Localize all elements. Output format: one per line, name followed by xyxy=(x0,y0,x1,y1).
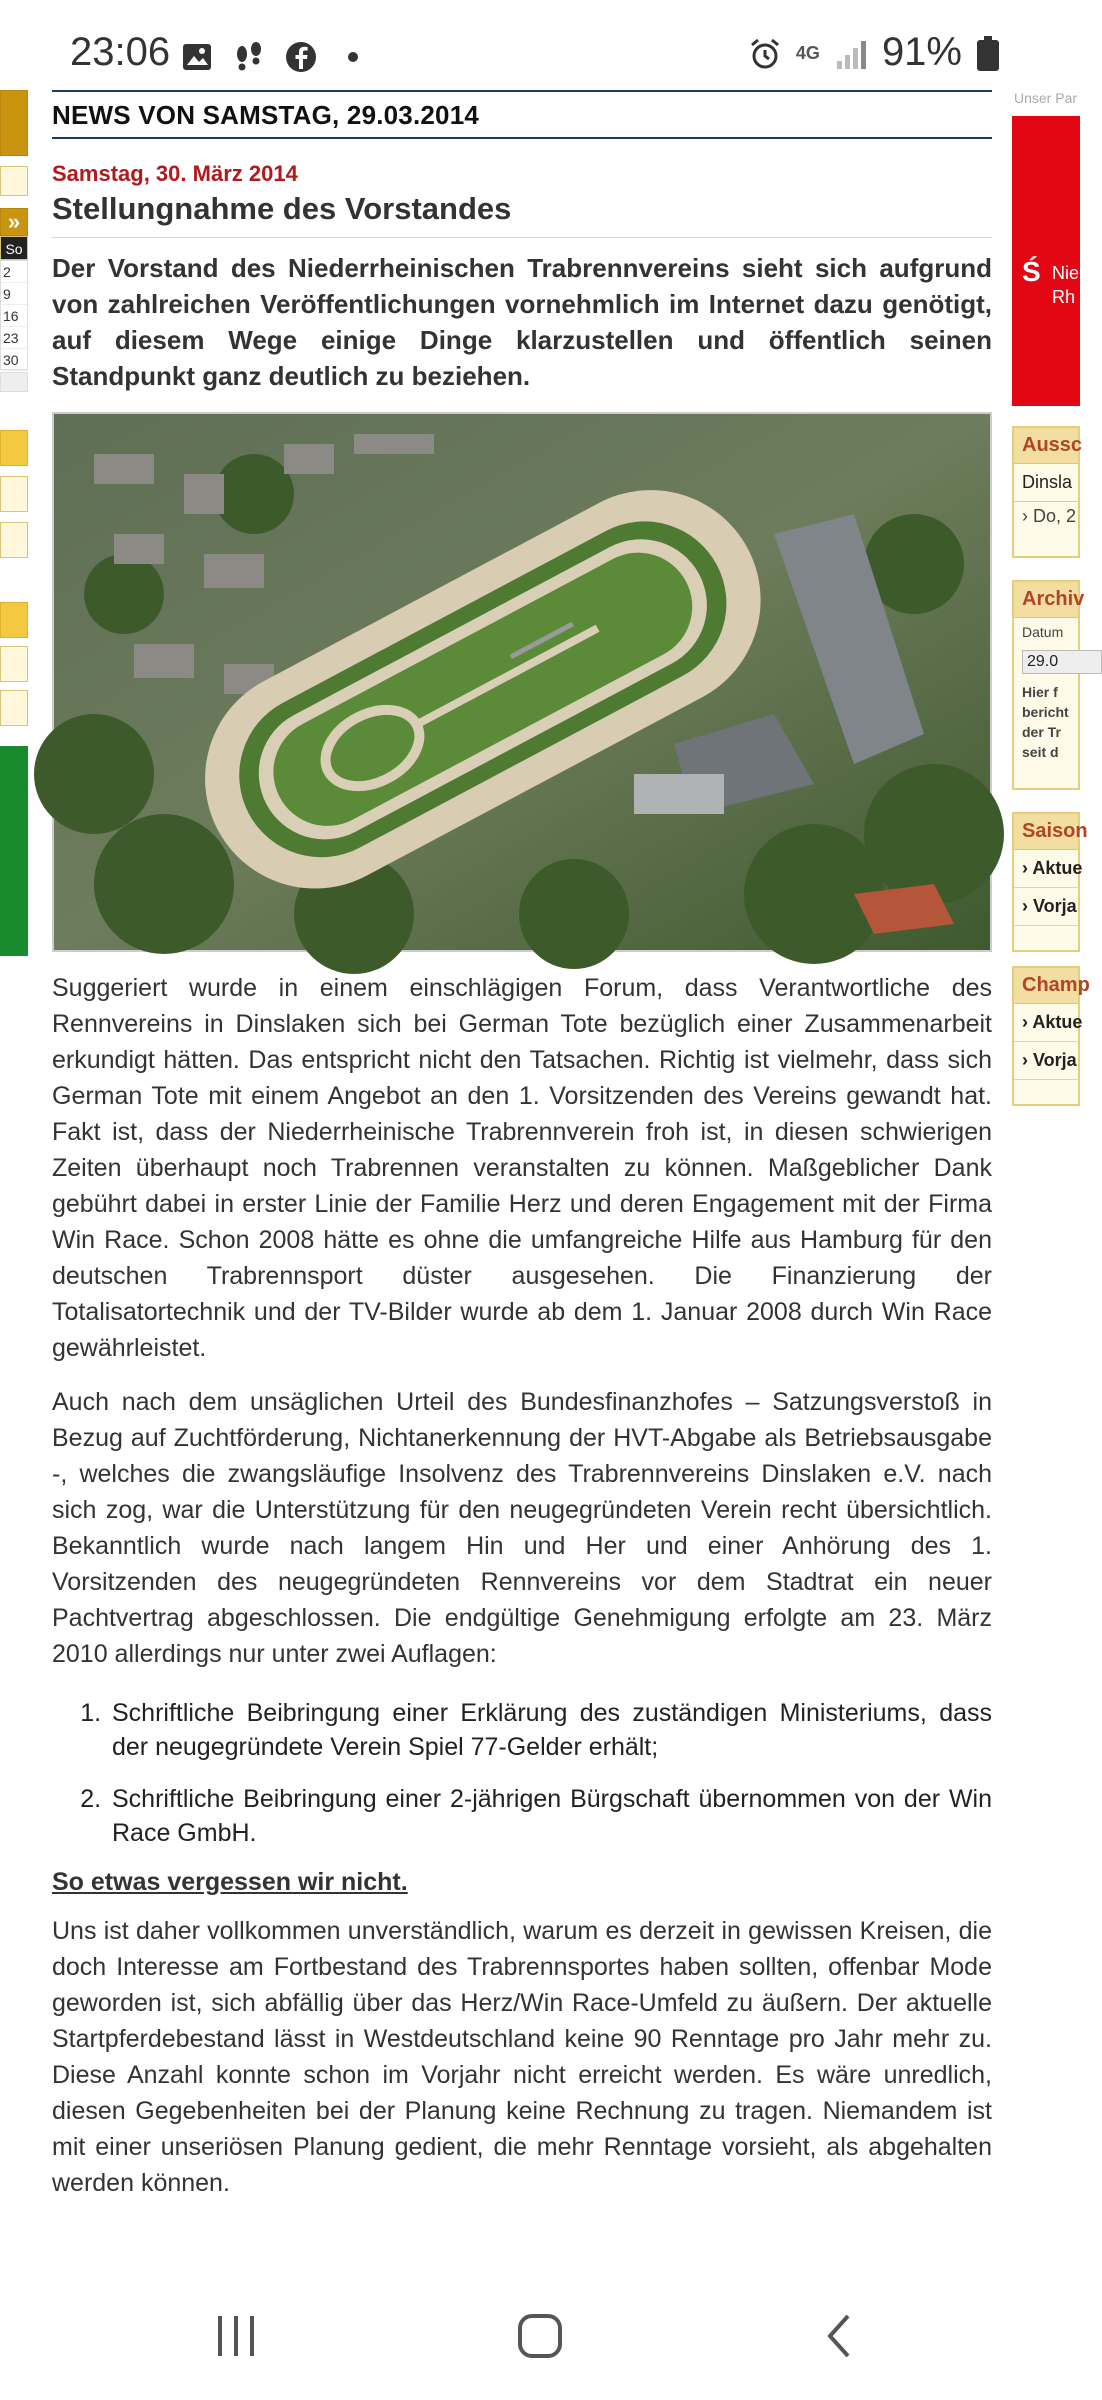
sidebar-link[interactable]: › Aktue xyxy=(1014,1004,1078,1042)
calendar-day[interactable]: 16 xyxy=(1,305,27,327)
article-paragraph: Suggeriert wurde in einem einschlägigen Forum, dass Verantwortliche des Rennvereins in Dinslaken sich bei German Tote bezüglich einer Zusammenarbeit erkundigt hätten. Das entspricht nicht den Tatsachen. Richtig ist vielmehr, dass sich German Tote mit einem Angebot an den 1. Vorsitzenden des Vereins gewandt hat. Fakt ist, dass der Niederrheinische Trabrennverein froh ist, in diesen schwierigen Zeiten überhaupt noch Trabrennen veranstalten zu können. Maßgeblicher Dank gebührt dabei in erster Linie der Familie Herz und deren Engagement mit der Firma Win Race. Schon 2008 hätte es ohne die umfangreiche Hilfe aus Hamburg für den deutschen Trabrennsport düster ausgesehen. Die Finanzierung der Totalisatortechnik und der TV-Bilder wurde ab dem 1. Januar 2008 durch Win Race gewährleistet. xyxy=(52,974,992,1362)
facebook-icon xyxy=(284,40,318,74)
back-button[interactable] xyxy=(810,2306,870,2366)
article-title: Stellungnahme des Vorstandes xyxy=(52,191,992,238)
left-sidebar-marker[interactable]: » xyxy=(0,208,28,236)
left-sidebar-tab[interactable] xyxy=(0,646,28,682)
archive-date-label: Datum xyxy=(1022,624,1064,640)
list-item: 2. Schriftliche Beibringung einer 2-jährigen Bürgschaft übernommen von der Win Race GmbH. xyxy=(108,1782,992,1850)
sparkasse-logo-icon: Ś xyxy=(1022,256,1041,287)
archive-date-input[interactable]: 29.0 xyxy=(1022,650,1102,674)
sidebar-box-title: Saison xyxy=(1014,814,1078,850)
navigation-bar xyxy=(0,2270,1080,2400)
left-sidebar-box xyxy=(0,166,28,196)
status-bar xyxy=(0,0,1080,90)
list-item: 1. Schriftliche Beibringung einer Erklärung des zuständigen Ministeriums, dass der neugegründete Verein Spiel 77-Gelder erhält; xyxy=(108,1696,992,1764)
archive-note-line: seit d xyxy=(1022,744,1059,760)
sidebar-box-saison xyxy=(1012,812,1088,952)
right-sidebar xyxy=(1012,90,1090,1190)
archive-note-line: bericht xyxy=(1022,704,1069,720)
system-status xyxy=(748,30,1010,75)
signal-icon xyxy=(834,36,868,70)
sidebar-box-title: Aussc xyxy=(1014,428,1078,464)
network-type: 4G xyxy=(795,42,820,63)
sidebar-link[interactable]: › Aktue xyxy=(1014,850,1078,888)
gallery-icon xyxy=(180,40,214,74)
article-paragraph: Auch nach dem unsäglichen Urteil des Bundesfinanzhofes – Satzungsverstoß in Bezug auf Zuchtförderung, Nichtanerkennung der HVT-Abgabe als Betriebsausgabe -, welches die zwangsläufige Insolvenz des Trabrennvereins Dinslaken e.V. nach sich zog, war die Unterstützung für den neugegründeten Verein recht übersichtlich. Bekanntlich wurde nach langem Hin und Her und einer Anhörung des 1. Vorsitzenden des neugegründeten Rennvereins vor dem Stadtrat ein neuer Pachtvertrag abgeschlossen. Die endgültige Genehmigung erfolgte am 23. März 2010 allerdings nur unter zwei Auflagen: xyxy=(52,1388,992,1668)
recent-apps-icon xyxy=(206,2306,266,2366)
calendar-footer xyxy=(0,372,28,392)
section-header: NEWS VON SAMSTAG, 29.03.2014 xyxy=(52,90,992,139)
left-sidebar-tab[interactable] xyxy=(0,690,28,726)
sparkasse-text: Nie Rh xyxy=(1052,263,1080,307)
recent-apps-button[interactable] xyxy=(206,2306,266,2366)
left-sidebar-tab[interactable] xyxy=(0,476,28,512)
steps-icon xyxy=(232,40,266,74)
article-date: Samstag, 30. März 2014 xyxy=(52,161,298,186)
article xyxy=(52,90,992,2201)
battery-icon xyxy=(976,36,1010,70)
more-notifications-dot-icon xyxy=(336,40,370,74)
notification-icons xyxy=(180,40,370,74)
article-lead: Der Vorstand des Niederrheinischen Trabrennvereins sieht sich aufgrund von zahlreichen Veröffentlichungen vornehmlich im Internet dazu genötigt, auf diesem Wege einige Dinge klarzustellen und öffentlich seinen Standpunkt ganz deutlich zu beziehen. xyxy=(52,253,992,391)
home-icon xyxy=(510,2306,570,2366)
left-sidebar-ad[interactable] xyxy=(0,746,28,956)
left-sidebar-banner xyxy=(0,90,28,156)
archive-note-line: Hier f xyxy=(1022,684,1058,700)
sidebar-box-champion xyxy=(1012,966,1090,1106)
archive-note-line: der Tr xyxy=(1022,724,1061,740)
calendar-days xyxy=(0,260,28,370)
back-icon xyxy=(810,2306,870,2366)
sidebar-link[interactable]: › Vorja xyxy=(1014,888,1078,926)
sidebar-box-title: Archiv xyxy=(1014,582,1078,618)
sidebar-box-ausschreibung xyxy=(1012,426,1083,558)
sparkasse-ad[interactable] xyxy=(1012,116,1080,406)
left-sidebar-tab[interactable] xyxy=(0,430,28,466)
sidebar-box-title: Champ xyxy=(1014,968,1078,1004)
clock: 23:06 xyxy=(70,30,171,74)
home-button[interactable] xyxy=(510,2306,570,2366)
sidebar-box-item[interactable]: Dinsla xyxy=(1014,464,1078,502)
sidebar-link[interactable]: › Vorja xyxy=(1014,1042,1078,1080)
calendar-day[interactable]: 30 xyxy=(1,349,27,371)
conditions-list xyxy=(52,1696,992,1850)
calendar-day[interactable]: 23 xyxy=(1,327,27,349)
sidebar-box-link[interactable]: › Do, 2 xyxy=(1022,506,1077,526)
ad-label: Unser Par xyxy=(1014,90,1078,106)
racetrack-aerial-photo xyxy=(52,412,992,952)
article-subheading: So etwas vergessen wir nicht. xyxy=(52,1868,408,1896)
archive-note xyxy=(1014,678,1078,766)
article-paragraph: Uns ist daher vollkommen unverständlich, warum es derzeit in gewissen Kreisen, die doch Interesse am Fortbestand des Trabrennsportes haben sollten, offenbar Mode geworden ist, sich abfällig über das Herz/Win Race-Umfeld zu äußern. Der aktuelle Startpferdebestand lässt in Westdeutschland keine 90 Renntage pro Jahr mehr zu. Diese Anzahl konnte schon im Vorjahr nicht erreicht werden. Es wäre unredlich, diesen Gegebenheiten bei der Planung keine Rechnung zu tragen. Niemandem ist mit einer unseriösen Planung gedient, die mehr Renntage vorsieht, als abgehalten werden können. xyxy=(52,1917,992,2197)
left-sidebar-tab[interactable] xyxy=(0,522,28,558)
alarm-icon xyxy=(748,36,782,70)
calendar-day[interactable]: 9 xyxy=(1,283,27,305)
calendar-header: So xyxy=(0,236,28,260)
calendar-day[interactable]: 2 xyxy=(1,261,27,283)
sidebar-box-archiv xyxy=(1012,580,1085,790)
left-sidebar xyxy=(0,90,30,990)
left-sidebar-tab[interactable] xyxy=(0,602,28,638)
battery-percent: 91% xyxy=(881,30,962,74)
